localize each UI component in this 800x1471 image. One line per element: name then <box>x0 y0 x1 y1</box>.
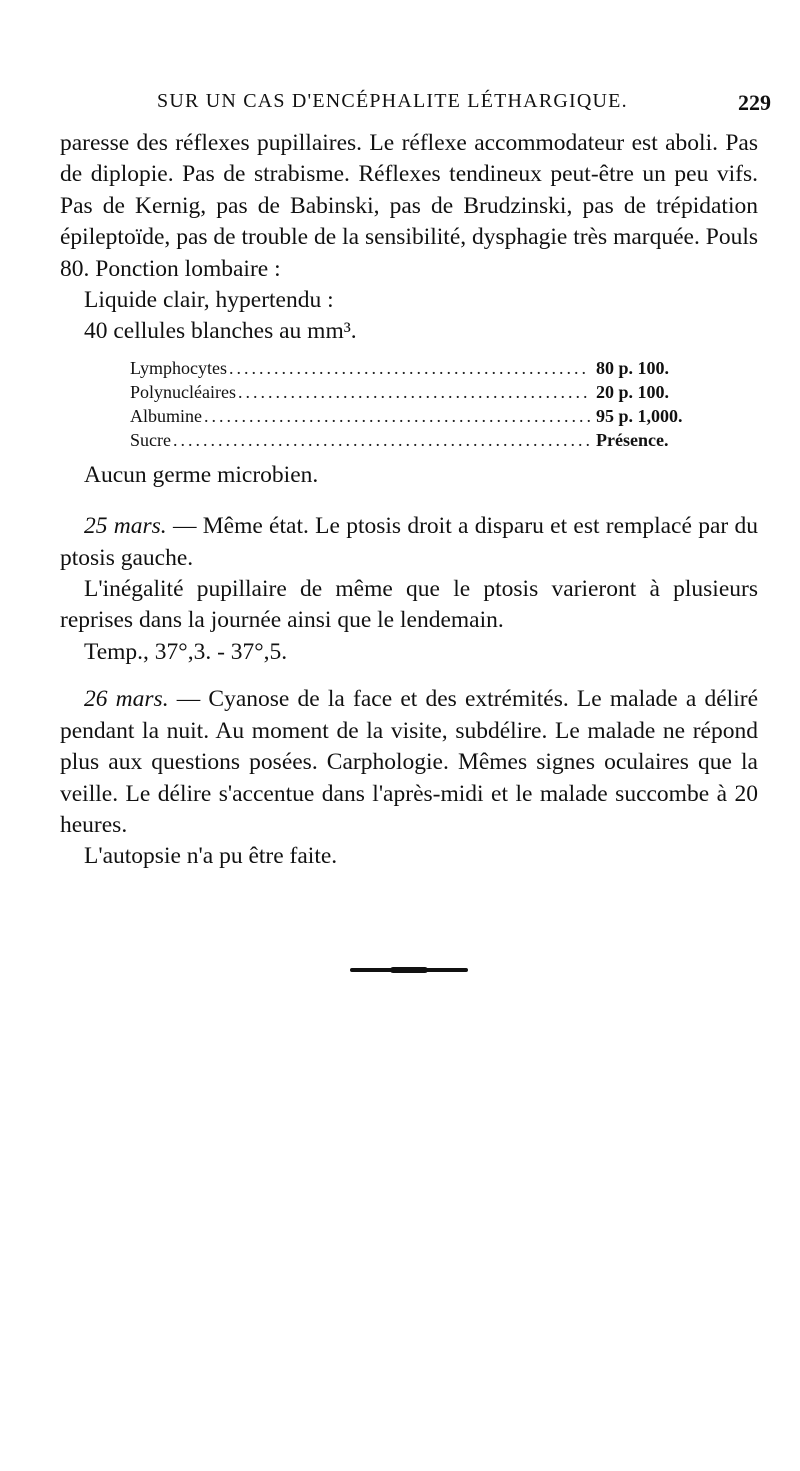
result-row-lymphocytes <box>130 356 708 380</box>
spacer <box>60 491 758 511</box>
spacer <box>60 668 758 684</box>
result-value: Présence. <box>596 429 669 450</box>
result-label: Sucre <box>130 429 171 450</box>
paragraph-inegalite: L'inégalité pupillaire de même que le ptosis varieront à plusieurs reprises dans la journée ainsi que le lendemain. <box>60 576 758 634</box>
result-value: 80 p. 100. <box>596 357 670 378</box>
leader-dots <box>229 356 590 380</box>
date-26-mars: 26 mars. <box>84 686 169 713</box>
result-label: Polynucléaires <box>130 381 236 402</box>
paragraph-26-text: — Cyanose de la face et des extrémités. Le malade a déliré pendant la nuit. Au moment de la visite, subdélire. Le malade ne répond plus aux questions posées. Carphologie. Mêmes signes oculaires que la veille. Le délire s'accentue dans l'après-midi et le malade succombe à 20 heures. <box>60 686 758 838</box>
running-title: SUR UN CAS D'ENCÉPHALITE LÉTHARGIQUE. <box>157 90 628 112</box>
result-label: Lymphocytes <box>130 357 227 378</box>
paragraph-25-mars <box>60 511 758 574</box>
lab-results-table <box>130 356 708 452</box>
line-germe: Aucun germe microbien. <box>84 461 319 488</box>
result-row-polynucleaires <box>130 380 708 404</box>
running-head <box>85 86 771 116</box>
line-liquide: Liquide clair, hypertendu : <box>84 287 334 314</box>
page-number: 229 <box>738 90 771 115</box>
leader-dots <box>238 380 590 404</box>
line-temperature: Temp., 37°,3. - 37°,5. <box>84 638 288 665</box>
end-rule-ornament <box>350 968 468 972</box>
result-value: 95 p. 1,000. <box>596 405 683 426</box>
leader-dots <box>173 428 590 452</box>
line-cellules: 40 cellules blanches au mm³. <box>84 318 357 345</box>
result-row-albumine <box>130 404 708 428</box>
paragraph-25-text: — Même état. Le ptosis droit a disparu et est remplacé par du ptosis gauche. <box>60 513 758 571</box>
date-25-mars: 25 mars. <box>84 513 167 540</box>
body-text <box>60 128 758 873</box>
result-label: Albumine <box>130 405 202 426</box>
leader-dots <box>204 404 590 428</box>
result-value: 20 p. 100. <box>596 381 670 402</box>
result-row-sucre <box>130 428 708 452</box>
paragraph-26-mars <box>60 684 758 841</box>
paragraph-continued: paresse des réflexes pupillaires. Le réflexe accommodateur est aboli. Pas de diplopie. Pas de strabisme. Réflexes tendineux peut-être un peu vifs. Pas de Kernig, pas de Babinski, pas de Brudzinski, pas de trépidation épileptoïde, pas de trouble de la sensibilité, dysphagie très marquée. Pouls 80. Ponction lombaire : <box>60 130 758 282</box>
line-autopsie: L'autopsie n'a pu être faite. <box>84 843 338 870</box>
